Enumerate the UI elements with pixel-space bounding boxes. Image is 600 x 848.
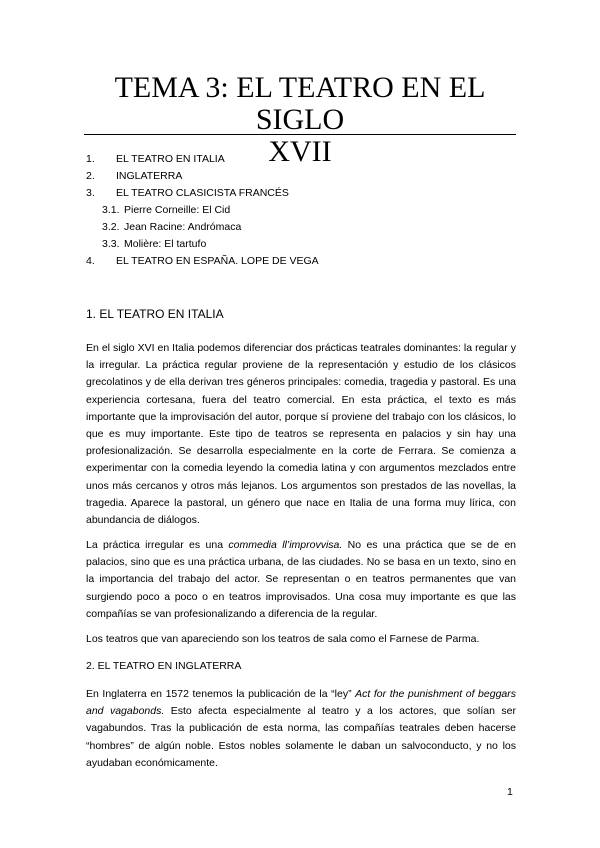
toc-number: 3. [86, 187, 95, 199]
toc-label: EL TEATRO EN ESPAÑA. LOPE DE VEGA [116, 255, 319, 267]
title-divider [84, 134, 516, 135]
paragraph-3 [86, 631, 516, 648]
table-of-contents [86, 151, 516, 270]
paragraph-text: No es una práctica que se de en palacios, sino que es una práctica urbana, de las ciudades. No se basa en un texto, sino en la importancia del trabajo del actor. Se representan o en teatros permanentes que van surgiendo poco a poco o en teatros improvisados. Una cosa muy importante es que las compañías se van profesionalizando a diferencia de la regular. [86, 539, 517, 620]
toc-label: Molière: El tartufo [124, 238, 207, 250]
toc-number: 2. [86, 170, 95, 182]
title-line-1: TEMA 3: EL TEATRO EN EL SIGLO [114, 71, 486, 136]
toc-subitem [86, 236, 516, 253]
paragraph-text: Esto afecta especialmente al teatro y a los actores, que solían ser vagabundos. Tras la publicación de esta norma, las compañías teatrales deben hacerse “hombres” de algún noble. Estos nobles solamente le daban un salvoconducto, y no los ayudaban económicamente. [86, 705, 516, 769]
paragraph-text: En Inglaterra en 1572 tenemos la publicación de la “ley” [86, 688, 356, 700]
toc-label: EL TEATRO CLASICISTA FRANCÉS [116, 187, 289, 199]
section-heading-inglaterra: 2. EL TEATRO EN INGLATERRA [86, 660, 242, 672]
toc-item [86, 151, 516, 168]
italic-title: Act for the punishment of beggars and vagabonds. [86, 688, 516, 718]
paragraph-4 [86, 686, 516, 772]
toc-item [86, 185, 516, 202]
toc-item [86, 253, 516, 270]
toc-number: 3.2. [102, 221, 120, 233]
section-heading-italia: 1. EL TEATRO EN ITALIA [86, 307, 224, 321]
toc-item [86, 168, 516, 185]
paragraph-text: La práctica irregular es una [86, 539, 229, 551]
toc-number: 3.1. [102, 204, 120, 216]
page-number: 1 [507, 786, 513, 798]
paragraph-1 [86, 340, 516, 529]
title-line-2: XVII [268, 135, 332, 168]
paragraph-text: Los teatros que van apareciendo son los teatros de sala como el Farnese de Parma. [86, 633, 480, 645]
toc-subitem [86, 202, 516, 219]
italic-term: commedia ll’improvvisa. [228, 539, 343, 551]
toc-number: 1. [86, 153, 95, 165]
toc-number: 3.3. [102, 238, 120, 250]
toc-label: EL TEATRO EN ITALIA [116, 153, 225, 165]
paragraph-text: En el siglo XVI en Italia podemos diferenciar dos prácticas teatrales dominantes: la regular y la irregular. La práctica regular proviene de la representación y estudio de los clásicos grecolatinos y de ella derivan tres géneros principales: comedia, tragedia y pastoral. Es una experiencia cortesana, fuera del teatro comercial. En esta práctica, el texto es más importante que la improvisación del autor, porque sí proviene del trabajo con los clásicos, lo que es muy importante. Este tipo de teatros se representa en palacios y sin hay una profesionalización. Se desarrolla especialmente en la corte de Ferrara. Se comienza a experimentar con la comedia leyendo la comedia latina y con argumentos mezclados entre unos más cercanos y otros más lejanos. Los argumentos son prestados de las novellas, la tragedia. Aparece la pastoral, un género que nace en Italia de una forma muy lírica, con abundancia de diálogos. [86, 342, 516, 527]
toc-label: Jean Racine: Andrómaca [124, 221, 242, 233]
toc-label: INGLATERRA [116, 170, 183, 182]
paragraph-2 [86, 537, 516, 623]
toc-number: 4. [86, 255, 95, 267]
toc-label: Pierre Corneille: El Cid [124, 204, 231, 216]
toc-subitem [86, 219, 516, 236]
